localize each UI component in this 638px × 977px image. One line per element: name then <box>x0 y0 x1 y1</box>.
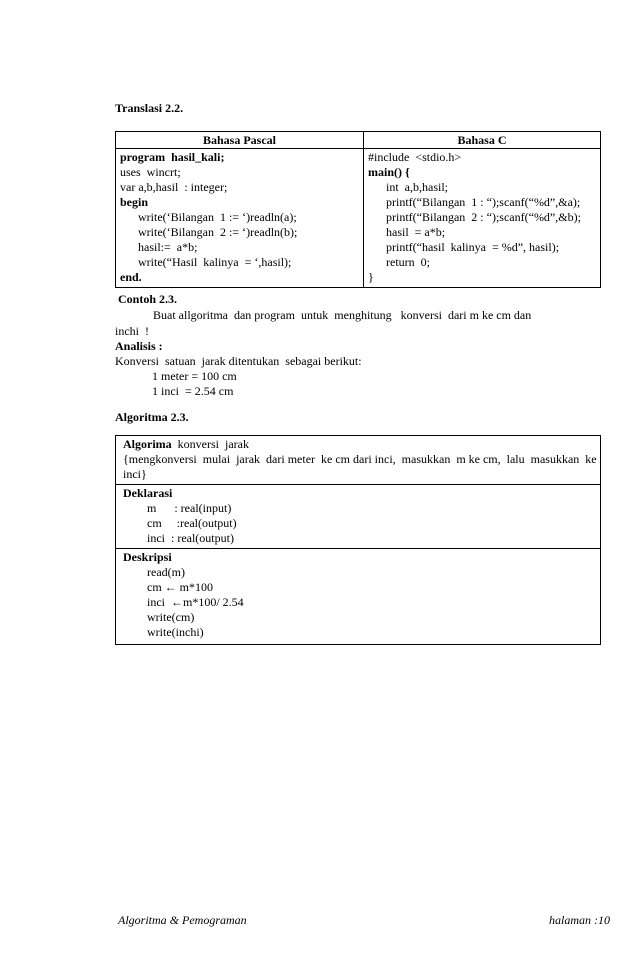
algorithm-description-line-1: {mengkonversi mulai jarak dari meter ke cm dari inci, masukkan m ke cm, lalu masukkan ke <box>123 452 597 466</box>
declaration-line: m : real(input) <box>147 501 232 515</box>
pascal-code-line: var a,b,hasil : integer; <box>120 180 228 194</box>
c-code-line: printf(“Bilangan 2 : “);scanf(“%d”,&b); <box>386 210 581 224</box>
declaration-line: inci : real(output) <box>147 531 234 545</box>
algorithm-name-label: Algorima <box>123 437 172 451</box>
c-code-line: printf(“hasil kalinya = %d”, hasil); <box>386 240 560 254</box>
pascal-code-line: write(‘Bilangan 2 := ‘)readln(b); <box>138 225 298 239</box>
pascal-code-line: end. <box>120 270 142 284</box>
declaration-title: Deklarasi <box>123 486 173 500</box>
translation-heading: Translasi 2.2. <box>115 101 184 115</box>
analysis-title: Analisis : <box>115 339 163 353</box>
algorithm-heading: Algoritma 2.3. <box>115 410 189 424</box>
pascal-code-line: hasil:= a*b; <box>138 240 198 254</box>
pascal-code-cell <box>116 149 364 288</box>
analysis-text: Konversi satuan jarak ditentukan sebagai berikut: <box>115 354 362 368</box>
pascal-code-line: write(‘Bilangan 1 := ‘)readln(a); <box>138 210 297 224</box>
header-c: Bahasa C <box>364 132 601 149</box>
algorithm-box <box>115 435 601 645</box>
c-code-line: } <box>368 270 374 284</box>
description-line: cm ← m*100 <box>147 580 213 594</box>
declaration-section <box>116 484 600 548</box>
c-code-line: main() { <box>368 165 410 179</box>
pascal-code-line: uses wincrt; <box>120 165 181 179</box>
description-line: write(cm) <box>147 610 195 624</box>
example-title: Contoh 2.3. <box>118 292 178 306</box>
declaration-lines <box>123 501 594 546</box>
pascal-code-line: begin <box>120 195 149 209</box>
description-line: write(inchi) <box>147 625 204 639</box>
description-line: read(m) <box>147 565 185 579</box>
c-code-line: #include <stdio.h> <box>368 150 462 164</box>
algorithm-description-line-2: inci} <box>123 467 147 481</box>
description-line: inci ←m*100/ 2.54 <box>147 595 244 609</box>
algorithm-name-section <box>116 436 600 484</box>
pascal-code-line: write(“Hasil kalinya = ‘,hasil); <box>138 255 292 269</box>
description-lines <box>123 565 594 640</box>
c-code-line: printf(“Bilangan 1 : “);scanf(“%d”,&a); <box>386 195 581 209</box>
description-title: Deskripsi <box>123 550 172 564</box>
example-line-1: Buat allgoritma dan program untuk menghitung konversi dari m ke cm dan <box>153 308 532 322</box>
declaration-line: cm :real(output) <box>147 516 237 530</box>
c-code-line: hasil = a*b; <box>386 225 446 239</box>
c-code-line: return 0; <box>386 255 430 269</box>
conversion-meter: 1 meter = 100 cm <box>152 369 237 383</box>
footer-title: Algoritma & Pemograman <box>118 913 247 927</box>
c-code-cell <box>364 149 601 288</box>
conversion-inch: 1 inci = 2.54 cm <box>152 384 234 398</box>
pascal-code-line: program hasil_kali; <box>120 150 225 164</box>
c-code-line: int a,b,hasil; <box>386 180 448 194</box>
algorithm-name-value: konversi jarak <box>177 437 249 451</box>
header-pascal: Bahasa Pascal <box>116 132 364 149</box>
description-section <box>116 548 600 644</box>
translation-table <box>115 131 601 288</box>
example-line-2: inchi ! <box>115 324 149 338</box>
footer-page-number: halaman :10 <box>549 913 610 927</box>
